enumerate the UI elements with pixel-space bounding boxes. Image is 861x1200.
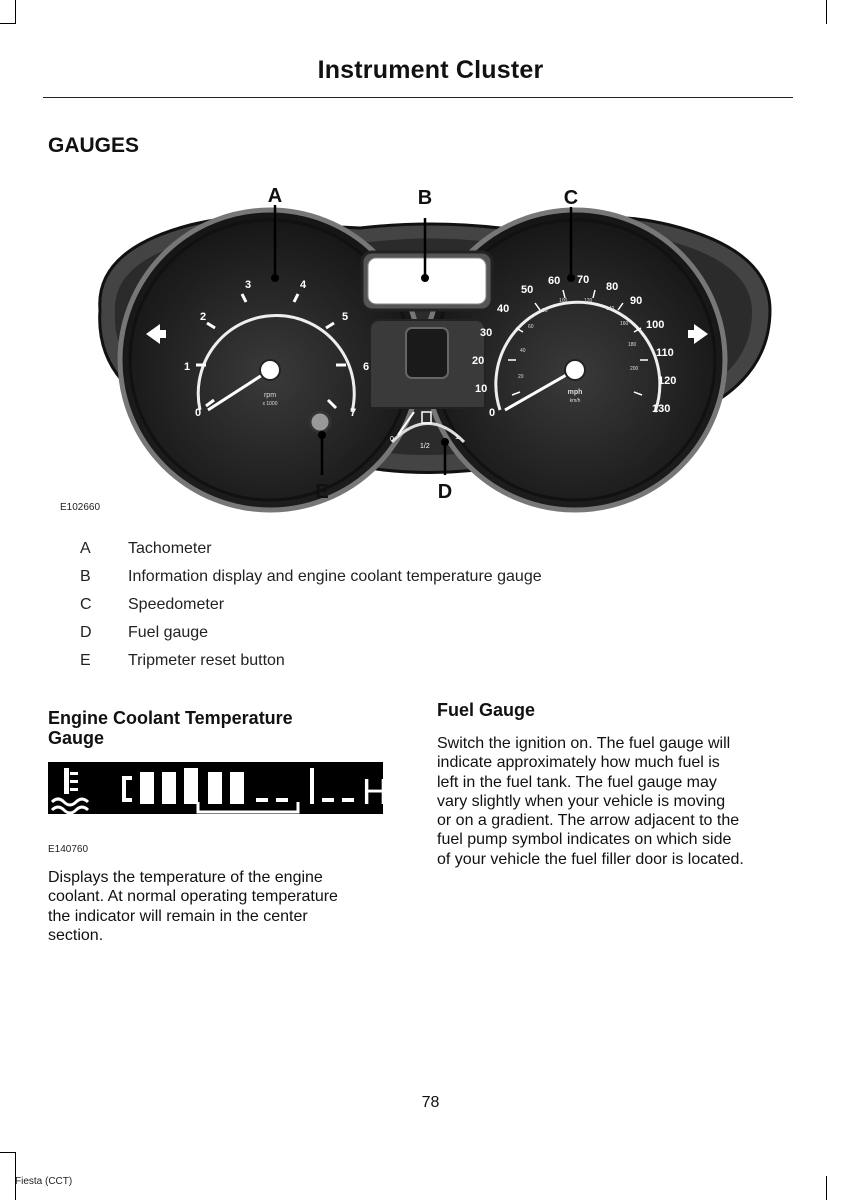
speed-label: 130 <box>652 403 671 415</box>
legend-text: Fuel gauge <box>128 624 209 641</box>
callout-c: C <box>563 187 579 209</box>
tach-label: 0 <box>195 407 202 419</box>
text-line: coolant. At normal operating temperature <box>48 888 338 906</box>
tach-label: 6 <box>363 361 370 373</box>
speed-unit: mph <box>567 389 583 396</box>
text-line: Displays the temperature of the engine <box>48 869 323 886</box>
text-line: or on a gradient. The arrow adjacent to the <box>437 812 740 830</box>
text-line: vary slightly when your vehicle is moving <box>437 792 726 810</box>
tripmeter-reset-button <box>310 412 330 432</box>
page-header-title: Instrument Cluster <box>317 56 544 84</box>
speed-subunit: km/h <box>569 398 581 404</box>
speed-label: 30 <box>480 327 493 339</box>
legend-text: Speedometer <box>128 596 225 613</box>
coolant-title-line: Gauge <box>48 728 105 748</box>
callout-a: A <box>267 185 283 207</box>
figure-id: E102660 <box>60 502 101 513</box>
tach-unit: rpm <box>263 392 277 399</box>
legend-key: E <box>80 652 91 669</box>
fuel-gauge-title: Fuel Gauge <box>437 700 536 720</box>
speed-label: 120 <box>658 375 677 387</box>
fuel-body <box>437 734 807 869</box>
fuel-tick-label: 0 <box>390 436 394 443</box>
tach-label: 3 <box>245 279 252 291</box>
fuel-tick-label: 1/2 <box>420 443 430 450</box>
callout-e: E <box>315 481 329 503</box>
callout-b: B <box>417 187 433 209</box>
callout-d: D <box>437 481 453 503</box>
text-line: of your vehicle the fuel filler door is located. <box>437 850 744 868</box>
speed-label: 10 <box>475 383 488 395</box>
speed-label: 80 <box>606 281 619 293</box>
legend-key: C <box>80 596 92 613</box>
speed-label: 100 <box>646 319 665 331</box>
kmh-label: 80 <box>542 308 548 314</box>
speed-label: 70 <box>577 274 590 286</box>
legend-key: D <box>80 624 92 641</box>
header-rule <box>43 97 793 98</box>
legend-text: Tripmeter reset button <box>128 652 285 669</box>
crop-mark-top-left-h <box>0 23 16 24</box>
speed-label: 60 <box>548 275 561 287</box>
instrument-cluster-figure <box>80 180 780 505</box>
tach-label: 4 <box>300 279 307 291</box>
tach-label: 2 <box>200 311 207 323</box>
crop-mark-bottom-left-h <box>0 1152 16 1153</box>
legend-text: Information display and engine coolant temperature gauge <box>128 568 542 585</box>
kmh-label: 200 <box>630 366 639 372</box>
speed-label: 90 <box>630 295 643 307</box>
coolant-temperature-display <box>48 762 388 814</box>
text-line: left in the fuel tank. The fuel gauge may <box>437 773 717 791</box>
text-line: Switch the ignition on. The fuel gauge will <box>437 735 731 752</box>
fuel-tick-label: 1 <box>455 434 459 441</box>
kmh-label: 100 <box>559 298 568 304</box>
text-line: the indicator will remain in the center <box>48 907 308 925</box>
speed-label: 40 <box>497 303 510 315</box>
kmh-label: 160 <box>620 321 629 327</box>
kmh-label: 180 <box>628 342 637 348</box>
footer-text: Fiesta (CCT) <box>15 1176 73 1187</box>
kmh-label: 120 <box>584 298 593 304</box>
crop-mark-top-right <box>826 0 827 24</box>
kmh-label: 20 <box>518 374 524 380</box>
speed-label: 110 <box>656 347 674 359</box>
speed-label: 0 <box>489 407 496 419</box>
coolant-body <box>48 868 408 945</box>
tach-label: 7 <box>350 407 357 419</box>
crop-mark-top-left <box>15 0 16 24</box>
legend-key: A <box>80 540 91 557</box>
text-line: indicate approximately how much fuel is <box>437 754 720 772</box>
kmh-label: 40 <box>520 348 526 354</box>
kmh-label: 60 <box>528 324 534 330</box>
text-line: fuel pump symbol indicates on which side <box>437 831 732 849</box>
tach-label: 5 <box>342 311 349 323</box>
tach-subunit: x 1000 <box>262 401 278 407</box>
text-line: section. <box>48 926 104 944</box>
coolant-gauge-title <box>48 708 293 748</box>
legend-text: Tachometer <box>128 540 212 557</box>
crop-mark-bottom-right <box>826 1176 827 1200</box>
tach-label: 1 <box>184 361 191 373</box>
coolant-figure-id: E140760 <box>48 844 89 855</box>
page-number: 78 <box>421 1094 440 1111</box>
legend-key: B <box>80 568 91 585</box>
kmh-label: 140 <box>606 306 615 312</box>
coolant-title-line: Engine Coolant Temperature <box>48 708 293 728</box>
section-title: GAUGES <box>48 134 140 157</box>
coolant-hot-label: H <box>362 771 388 812</box>
speed-label: 50 <box>521 284 534 296</box>
speed-label: 20 <box>472 355 485 367</box>
